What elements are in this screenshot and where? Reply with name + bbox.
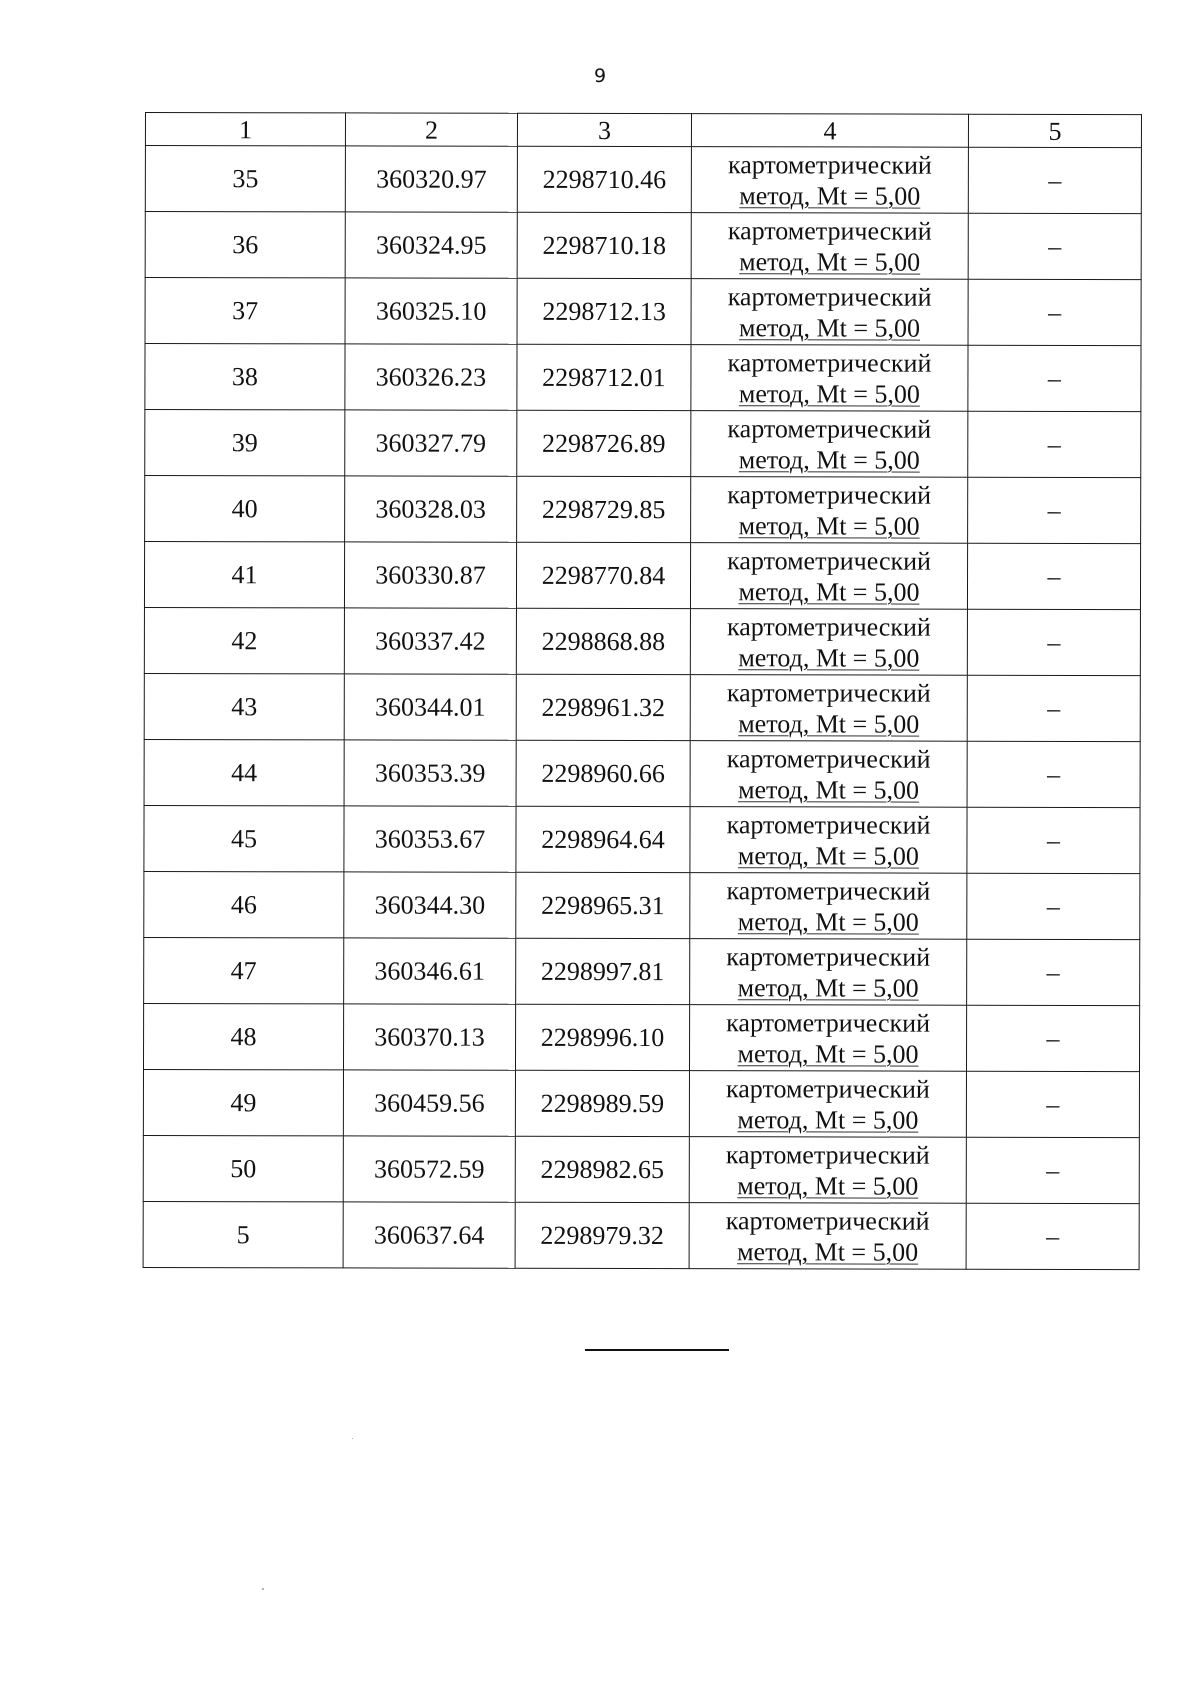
x-coordinate-cell: 360325.10 <box>345 278 517 344</box>
method-cell <box>690 675 967 742</box>
x-coordinate-cell: 360459.56 <box>343 1070 515 1136</box>
note-cell: – <box>967 807 1140 873</box>
note-cell: – <box>968 477 1141 543</box>
note-cell: – <box>968 411 1141 477</box>
method-accuracy: метод, Mt = 5,00 <box>737 1170 919 1201</box>
note-cell: – <box>968 213 1141 279</box>
note-cell: – <box>967 609 1140 675</box>
method-name: картометрический <box>726 809 931 840</box>
x-coordinate-cell: 360330.87 <box>344 542 516 608</box>
method-cell <box>689 1137 966 1204</box>
scan-speck <box>262 1588 264 1590</box>
x-coordinate-cell: 360326.23 <box>345 344 517 410</box>
point-number-cell: 41 <box>144 542 344 608</box>
y-coordinate-cell: 2298726.89 <box>517 410 691 476</box>
table-row <box>143 1003 1139 1071</box>
table-row <box>144 673 1140 741</box>
column-header: 5 <box>968 114 1141 147</box>
method-name: картометрический <box>727 347 932 378</box>
method-name: картометрический <box>726 1073 930 1104</box>
x-coordinate-cell: 360353.39 <box>344 740 516 806</box>
table-row <box>143 1069 1139 1137</box>
table-row <box>144 805 1140 873</box>
method-accuracy: метод, Mt = 5,00 <box>739 312 921 343</box>
column-header: 2 <box>345 113 517 146</box>
point-number-cell: 43 <box>144 673 344 739</box>
note-cell: – <box>967 543 1140 609</box>
method-accuracy: метод, Mt = 5,00 <box>738 378 920 409</box>
table-row <box>145 476 1141 544</box>
method-name: картометрический <box>725 1139 930 1170</box>
method-name: картометрический <box>726 941 931 972</box>
y-coordinate-cell: 2298960.66 <box>516 740 690 806</box>
column-header: 1 <box>145 113 345 146</box>
method-cell <box>690 609 967 676</box>
x-coordinate-cell: 360324.95 <box>345 212 517 278</box>
table-row <box>145 146 1141 214</box>
scan-speck <box>352 1438 353 1439</box>
y-coordinate-cell: 2298712.01 <box>517 344 691 410</box>
method-cell <box>691 345 968 412</box>
table-row <box>144 937 1140 1005</box>
method-name: картометрический <box>725 1205 930 1236</box>
x-coordinate-cell: 360344.01 <box>344 674 516 740</box>
table-row <box>145 212 1141 280</box>
method-cell <box>690 807 967 874</box>
method-cell <box>689 1203 966 1270</box>
method-name: картометрический <box>727 413 932 444</box>
method-accuracy: метод, Mt = 5,00 <box>738 642 920 673</box>
column-header: 4 <box>691 114 968 148</box>
method-cell <box>691 213 968 280</box>
method-cell <box>691 279 968 346</box>
point-number-cell: 40 <box>145 476 345 542</box>
x-coordinate-cell: 360370.13 <box>343 1004 515 1070</box>
y-coordinate-cell: 2298996.10 <box>515 1004 689 1070</box>
note-cell: – <box>966 1203 1139 1269</box>
method-cell <box>690 741 967 808</box>
method-name: картометрический <box>727 479 932 510</box>
y-coordinate-cell: 2298710.46 <box>517 146 691 212</box>
method-cell <box>689 1071 966 1138</box>
table-row <box>144 739 1140 807</box>
y-coordinate-cell: 2298982.65 <box>515 1136 689 1202</box>
method-accuracy: метод, Mt = 5,00 <box>738 510 920 541</box>
x-coordinate-cell: 360337.42 <box>344 608 516 674</box>
note-cell: – <box>966 1137 1139 1203</box>
method-accuracy: метод, Mt = 5,00 <box>737 1038 919 1069</box>
y-coordinate-cell: 2298710.18 <box>517 212 691 278</box>
method-accuracy: метод, Mt = 5,00 <box>738 444 920 475</box>
method-name: картометрический <box>727 149 932 180</box>
method-cell <box>689 1005 966 1072</box>
method-cell <box>690 543 967 610</box>
y-coordinate-cell: 2298729.85 <box>517 476 691 542</box>
method-accuracy: метод, Mt = 5,00 <box>739 246 921 277</box>
y-coordinate-cell: 2298712.13 <box>517 278 691 344</box>
method-accuracy: метод, Mt = 5,00 <box>737 1104 919 1135</box>
method-name: картометрический <box>726 611 931 642</box>
method-name: картометрический <box>726 677 931 708</box>
x-coordinate-cell: 360572.59 <box>343 1136 515 1202</box>
table-body <box>143 146 1141 1270</box>
point-number-cell: 50 <box>143 1135 343 1201</box>
method-cell <box>691 147 968 214</box>
point-number-cell: 35 <box>145 146 345 212</box>
method-cell <box>691 477 968 544</box>
x-coordinate-cell: 360320.97 <box>345 146 517 212</box>
note-cell: – <box>967 939 1140 1005</box>
method-cell <box>690 873 967 940</box>
method-cell <box>691 411 968 478</box>
x-coordinate-cell: 360346.61 <box>344 938 516 1004</box>
note-cell: – <box>968 279 1141 345</box>
method-name: картометрический <box>727 545 931 576</box>
method-cell <box>690 939 967 1006</box>
note-cell: – <box>968 147 1141 213</box>
method-name: картометрический <box>726 743 931 774</box>
method-accuracy: метод, Mt = 5,00 <box>737 1236 919 1267</box>
method-accuracy: метод, Mt = 5,00 <box>738 708 920 739</box>
y-coordinate-cell: 2298979.32 <box>515 1202 689 1268</box>
x-coordinate-cell: 360353.67 <box>344 806 516 872</box>
table-row <box>144 871 1140 939</box>
x-coordinate-cell: 360328.03 <box>345 476 517 542</box>
note-cell: – <box>966 1005 1139 1071</box>
y-coordinate-cell: 2298961.32 <box>516 674 690 740</box>
point-number-cell: 46 <box>144 871 344 937</box>
point-number-cell: 37 <box>145 278 345 344</box>
page-number: 9 <box>593 65 607 87</box>
closing-rule <box>585 1349 729 1351</box>
method-name: картометрический <box>726 1007 931 1038</box>
method-accuracy: метод, Mt = 5,00 <box>738 576 920 607</box>
note-cell: – <box>968 345 1141 411</box>
method-name: картометрический <box>727 215 932 246</box>
table-row <box>145 410 1141 478</box>
x-coordinate-cell: 360637.64 <box>343 1202 515 1268</box>
table-row <box>144 542 1140 610</box>
note-cell: – <box>966 1071 1139 1137</box>
method-accuracy: метод, Mt = 5,00 <box>737 972 919 1003</box>
point-number-cell: 47 <box>144 937 344 1003</box>
point-number-cell: 5 <box>143 1201 343 1267</box>
method-accuracy: метод, Mt = 5,00 <box>739 180 921 211</box>
table-row <box>144 607 1140 675</box>
point-number-cell: 45 <box>144 805 344 871</box>
table-row <box>143 1201 1139 1269</box>
point-number-cell: 42 <box>144 607 344 673</box>
method-accuracy: метод, Mt = 5,00 <box>737 840 919 871</box>
table-row <box>145 278 1141 346</box>
y-coordinate-cell: 2298964.64 <box>516 806 690 872</box>
coordinates-table <box>143 112 1142 1270</box>
y-coordinate-cell: 2298770.84 <box>516 542 690 608</box>
point-number-cell: 36 <box>145 212 345 278</box>
table-row <box>145 344 1141 412</box>
point-number-cell: 39 <box>145 410 345 476</box>
method-accuracy: метод, Mt = 5,00 <box>738 774 920 805</box>
note-cell: – <box>967 741 1140 807</box>
y-coordinate-cell: 2298989.59 <box>515 1070 689 1136</box>
method-name: картометрический <box>726 875 931 906</box>
point-number-cell: 49 <box>143 1069 343 1135</box>
y-coordinate-cell: 2298868.88 <box>516 608 690 674</box>
point-number-cell: 48 <box>143 1003 343 1069</box>
point-number-cell: 44 <box>144 739 344 805</box>
table-header-row <box>145 113 1141 148</box>
note-cell: – <box>967 873 1140 939</box>
column-header: 3 <box>517 113 691 146</box>
point-number-cell: 38 <box>145 344 345 410</box>
y-coordinate-cell: 2298965.31 <box>516 872 690 938</box>
y-coordinate-cell: 2298997.81 <box>516 938 690 1004</box>
method-accuracy: метод, Mt = 5,00 <box>737 906 919 937</box>
x-coordinate-cell: 360344.30 <box>344 872 516 938</box>
note-cell: – <box>967 675 1140 741</box>
table-row <box>143 1135 1139 1203</box>
x-coordinate-cell: 360327.79 <box>345 410 517 476</box>
method-name: картометрический <box>727 281 932 312</box>
